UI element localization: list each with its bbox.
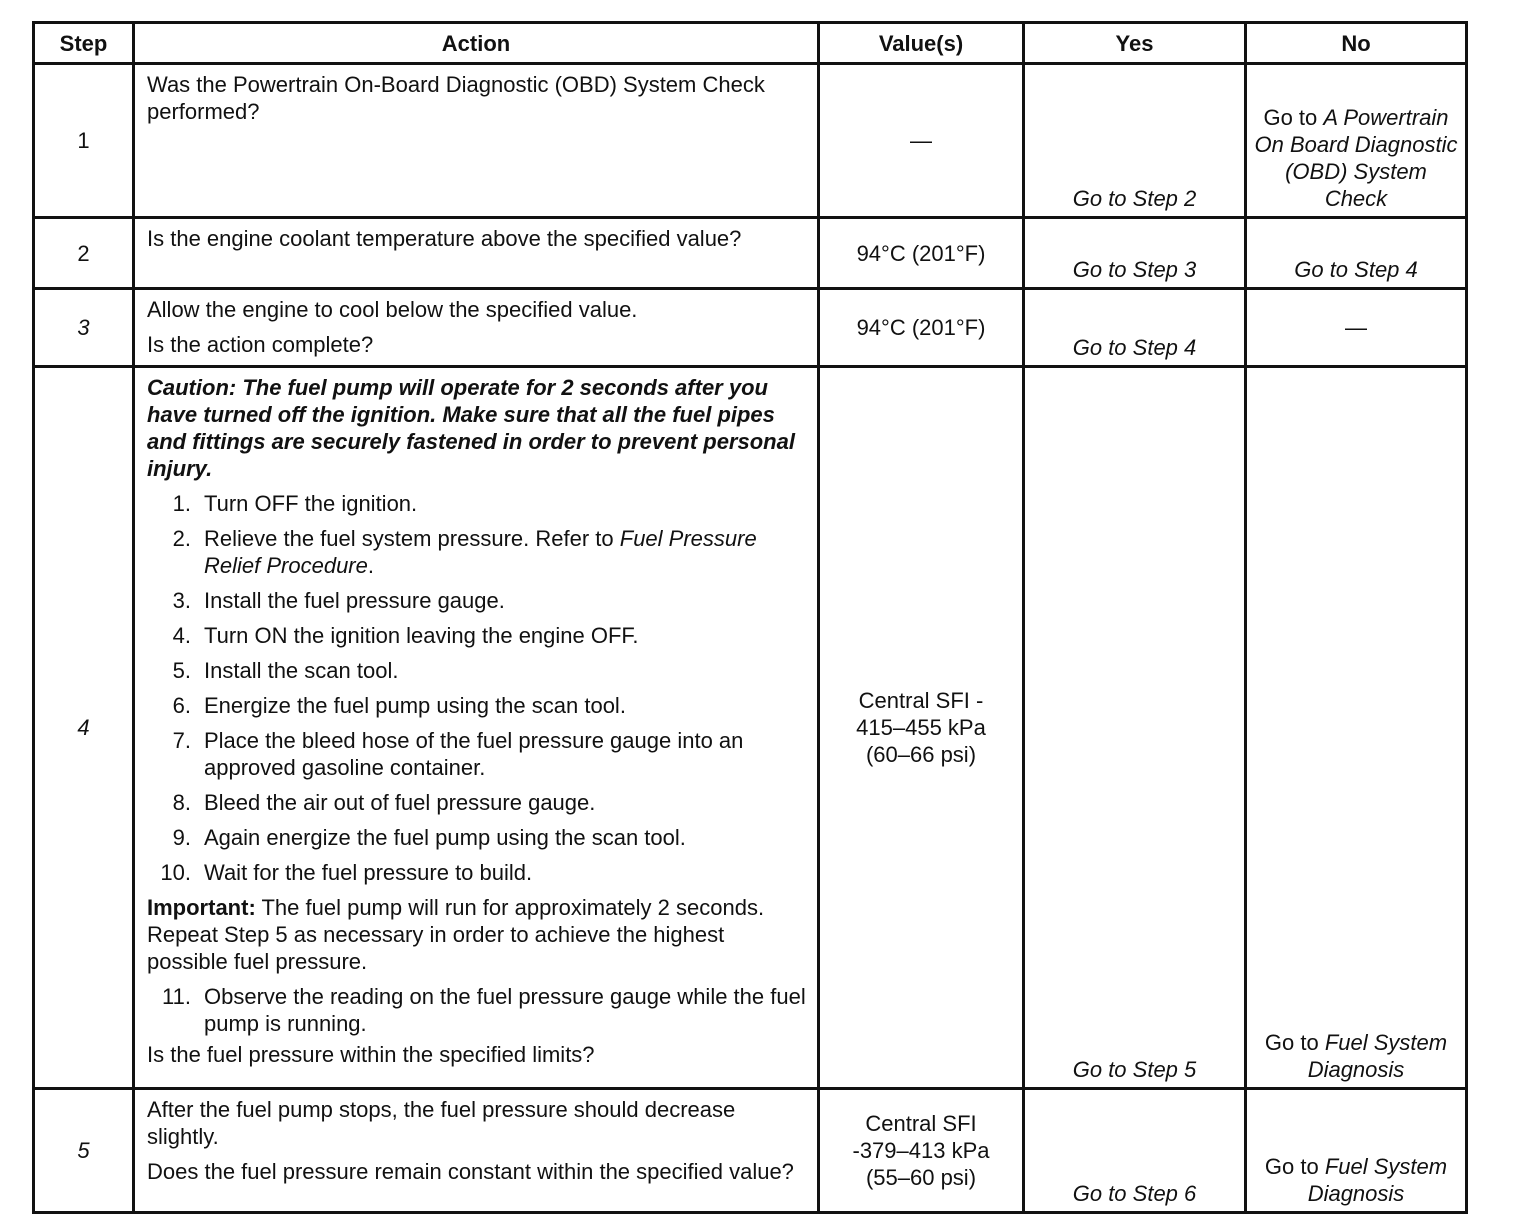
no-prefix: Go to: [1263, 105, 1318, 130]
list-item: 8. Bleed the air out of fuel pressure gauge.: [172, 790, 596, 815]
value-cell: 94°C (201°F): [819, 289, 1024, 367]
procedure-ref[interactable]: Fuel Pressure Relief Procedure: [204, 526, 757, 578]
action-cell: [134, 289, 819, 367]
value-cell: 94°C (201°F): [819, 218, 1024, 289]
action-text: After the fuel pump stops, the fuel pressure should decrease slightly.: [147, 1097, 736, 1149]
action-question: Is the fuel pressure within the specified limits?: [147, 1042, 595, 1067]
header-values: Value(s): [819, 23, 1024, 64]
yes-link[interactable]: Go to Step 6: [1024, 1089, 1246, 1213]
list-item: 9. Again energize the fuel pump using the scan tool.: [172, 825, 686, 850]
no-link[interactable]: [1246, 64, 1467, 218]
no-link[interactable]: [1246, 367, 1467, 1089]
action-text: Allow the engine to cool below the specified value.: [147, 297, 638, 322]
no-ref[interactable]: A Powertrain On Board Diagnostic (OBD) System Check: [1254, 105, 1458, 211]
step-number: 2: [34, 218, 134, 289]
action-text: Was the Powertrain On-Board Diagnostic (OBD) System Check performed?: [147, 72, 765, 124]
action-question: Does the fuel pressure remain constant within the specified value?: [147, 1159, 794, 1184]
list-item: 5. Install the scan tool.: [172, 658, 399, 683]
action-cell: [134, 367, 819, 1089]
header-yes: Yes: [1024, 23, 1246, 64]
step-number: 1: [34, 64, 134, 218]
table-row: [34, 367, 1467, 1089]
table-row: [34, 1089, 1467, 1213]
list-item: 2. Relieve the fuel system pressure. Refer to Fuel Pressure Relief Procedure.: [172, 526, 757, 578]
no-link[interactable]: Go to Step 4: [1246, 218, 1467, 289]
no-prefix: Go to: [1264, 1154, 1319, 1179]
caution-text: Caution: The fuel pump will operate for 2 seconds after you have turned off the ignition. Make sure that all the fuel pipes and fittings are securely fastened in order to prevent personal injury.: [147, 375, 795, 481]
action-text: Is the engine coolant temperature above the specified value?: [147, 226, 742, 251]
no-ref[interactable]: Fuel System Diagnosis: [1307, 1154, 1448, 1206]
action-question: Is the action complete?: [147, 332, 374, 357]
list-item: 4. Turn ON the ignition leaving the engine OFF.: [172, 623, 639, 648]
value-cell: Central SFI -379–413 kPa (55–60 psi): [819, 1089, 1024, 1213]
step-number: 4: [34, 367, 134, 1089]
action-cell: [134, 1089, 819, 1213]
yes-link[interactable]: Go to Step 3: [1024, 218, 1246, 289]
header-no: No: [1246, 23, 1467, 64]
important-note: Important: The fuel pump will run for approximately 2 seconds. Repeat Step 5 as necessary in order to achieve the highest possible fuel pressure.: [147, 895, 765, 974]
value-cell: —: [819, 64, 1024, 218]
no-link[interactable]: [1246, 1089, 1467, 1213]
table-row: [34, 64, 1467, 218]
list-item: 6. Energize the fuel pump using the scan tool.: [172, 693, 626, 718]
diagnostic-table: [32, 21, 1468, 1214]
header-step: Step: [34, 23, 134, 64]
yes-link[interactable]: Go to Step 5: [1024, 367, 1246, 1089]
header-action: Action: [134, 23, 819, 64]
list-item: 3. Install the fuel pressure gauge.: [172, 588, 505, 613]
step-number: 5: [34, 1089, 134, 1213]
list-item: 1. Turn OFF the ignition.: [172, 491, 418, 516]
no-prefix: Go to: [1264, 1030, 1319, 1055]
list-item: 10. Wait for the fuel pressure to build.: [160, 860, 533, 885]
action-cell: [134, 64, 819, 218]
table-row: [34, 218, 1467, 289]
yes-link[interactable]: Go to Step 2: [1024, 64, 1246, 218]
no-cell: —: [1246, 289, 1467, 367]
substep-list: [147, 490, 809, 886]
substep-list: [147, 983, 809, 1037]
header-row: [34, 23, 1467, 64]
list-item: 7. Place the bleed hose of the fuel pressure gauge into an approved gasoline container.: [172, 728, 744, 780]
yes-link[interactable]: Go to Step 4: [1024, 289, 1246, 367]
step-number: 3: [34, 289, 134, 367]
list-item: 11. Observe the reading on the fuel pressure gauge while the fuel pump is running.: [162, 984, 806, 1036]
table-row: [34, 289, 1467, 367]
no-ref[interactable]: Fuel System Diagnosis: [1307, 1030, 1448, 1082]
action-cell: [134, 218, 819, 289]
value-cell: Central SFI - 415–455 kPa (60–66 psi): [819, 367, 1024, 1089]
